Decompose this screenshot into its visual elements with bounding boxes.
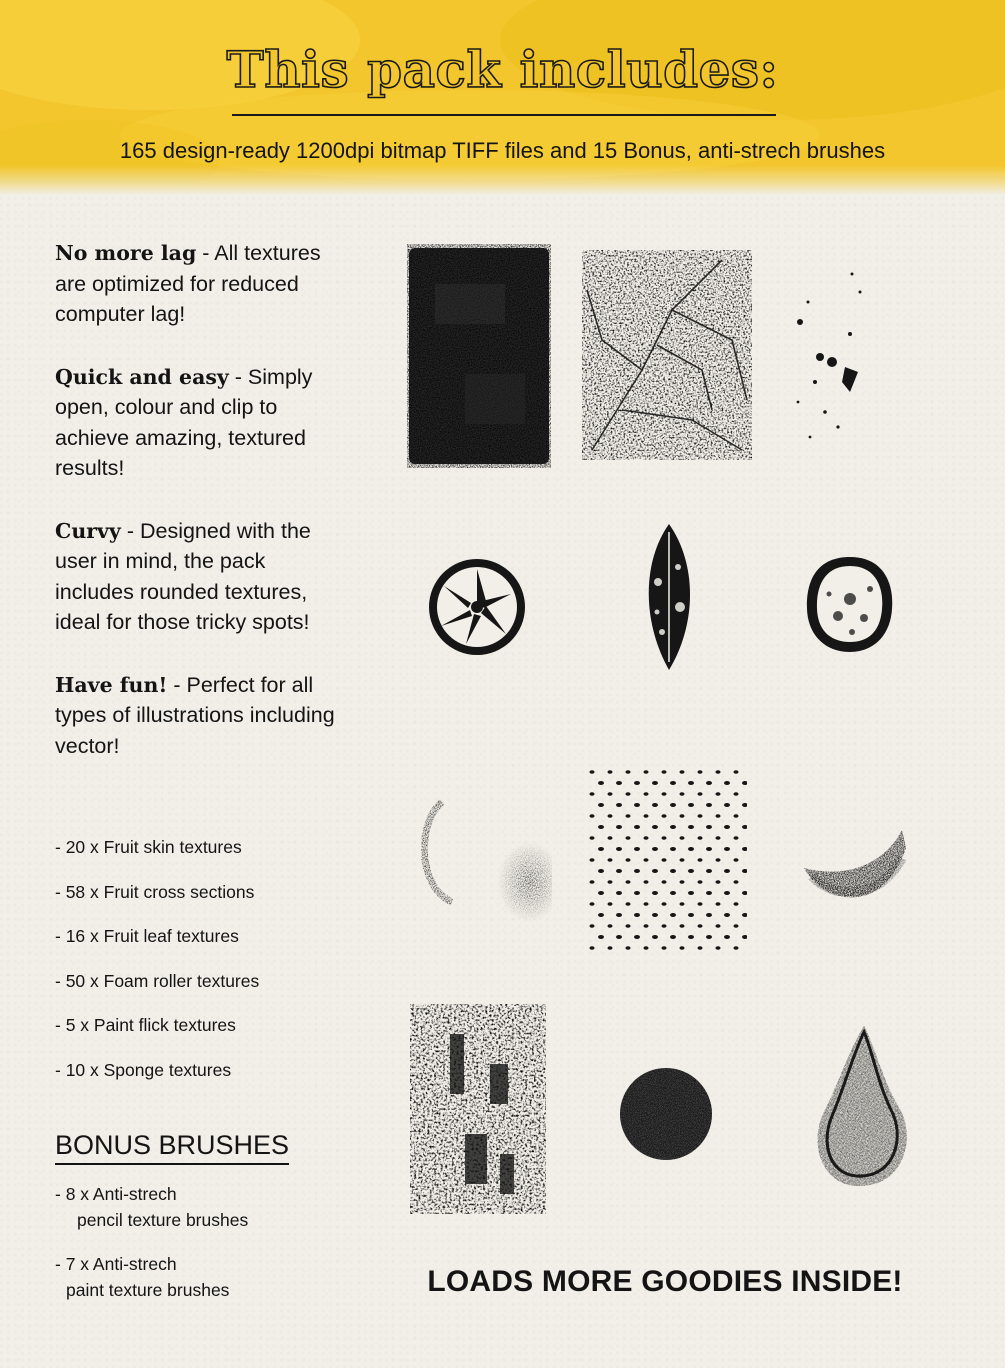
count-foam-roller: - 50 x Foam roller textures — [55, 970, 260, 991]
count-sponge: - 10 x Sponge textures — [55, 1059, 232, 1080]
feature-quick-and-easy: Quick and easy - Simply open, colour and clip to achieve amazing, textured results! — [55, 364, 313, 480]
orange-cross-section — [426, 556, 528, 658]
bonus-item-pencil: - 8 x Anti-strech pencil texture brushes — [55, 1184, 249, 1230]
feature-have-fun: Have fun! - Perfect for all types of illustrations including vector! — [55, 672, 335, 758]
bonus-item-paint: - 7 x Anti-strech paint texture brushes — [55, 1254, 230, 1300]
count-fruit-leaf: - 16 x Fruit leaf textures — [55, 926, 239, 946]
dotted-pattern-texture — [587, 766, 747, 956]
count-paint-flick: - 5 x Paint flick textures — [55, 1015, 236, 1035]
feature-list — [55, 238, 355, 793]
goodies-callout: LOADS MORE GOODIES INSIDE! — [427, 1265, 903, 1298]
bonus-brushes-heading: BONUS BRUSHES — [55, 1129, 289, 1165]
feature-no-more-lag: No more lag - All textures are optimized for reduced computer lag! — [55, 241, 321, 326]
apple-cross-section — [804, 554, 896, 654]
half-moon-texture — [802, 828, 910, 914]
foam-roller-texture — [405, 244, 553, 468]
title-underline — [232, 114, 776, 116]
count-fruit-cross-sections: - 58 x Fruit cross sections — [55, 881, 255, 902]
twig-branch-texture — [582, 250, 752, 460]
sponge-block-texture — [410, 1004, 546, 1214]
count-fruit-skin: - 20 x Fruit skin textures — [55, 837, 242, 857]
page-title: This pack includes: — [226, 40, 779, 99]
paint-flick-texture — [790, 262, 880, 442]
texture-count-list — [55, 833, 385, 1100]
pear-skin-texture — [812, 1024, 910, 1188]
sponge-circle-texture — [412, 792, 552, 922]
leaf-texture — [638, 522, 700, 672]
page-subtitle: 165 design-ready 1200dpi bitmap TIFF files and 15 Bonus, anti-strech brushes — [119, 138, 886, 163]
solid-circle-texture — [618, 1066, 714, 1162]
feature-curvy: Curvy - Designed with the user in mind, the pack includes rounded textures, ideal for those tricky spots! — [55, 518, 311, 634]
